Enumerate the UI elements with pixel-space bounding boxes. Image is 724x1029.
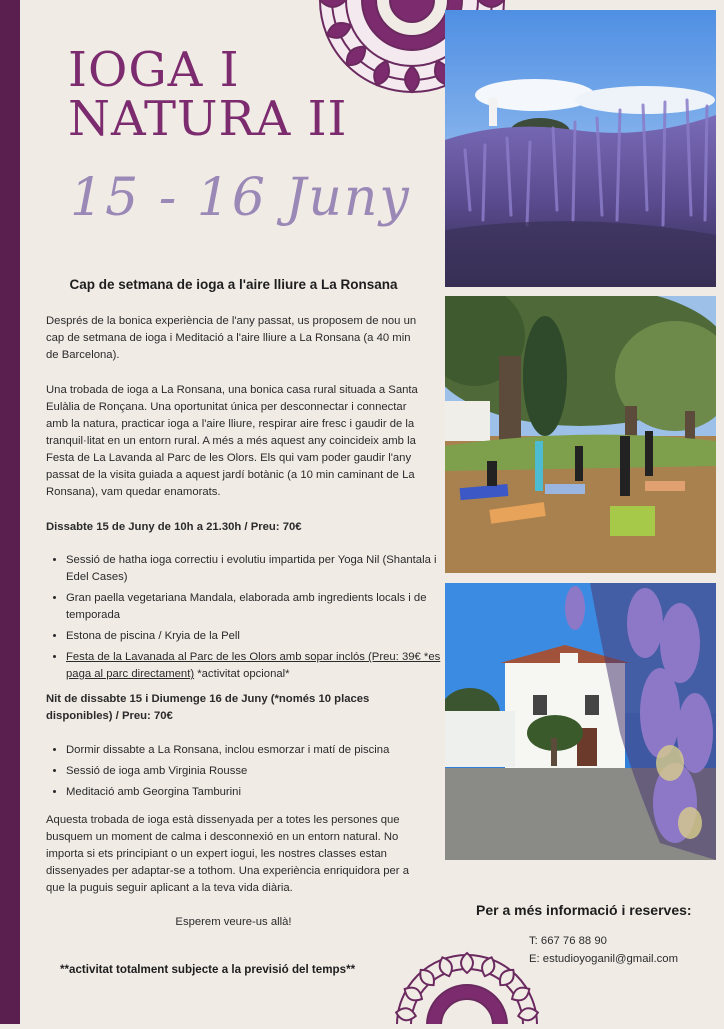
overnight-list (46, 742, 441, 805)
yoga-garden-photo (445, 296, 716, 573)
saturday-list (46, 552, 441, 687)
lavanda-festival-link[interactable]: Festa de la Lavanada al Parc de les Olors amb sopar inclós (Preu: 39€ *es paga al parc directament) (66, 651, 441, 680)
email-address[interactable]: E: estudioyoganil@gmail.com (529, 953, 678, 965)
event-title-line1: IOGA I (68, 42, 240, 98)
farewell-text: Esperem veure-us allà! (175, 916, 292, 928)
overnight-heading: Nit de dissabte 15 i Diumenge 16 de Juny (*només 10 places disponibles) / Preu: 70€ (46, 693, 370, 722)
list-item (66, 649, 441, 683)
list-item: • Estona de piscina / Kryia de la Pell (66, 628, 441, 645)
list-item: • Gran paella vegetariana Mandala, elaborada amb ingredients locals i de temporada (66, 590, 441, 624)
list-item: • Dormir dissabte a La Ronsana, inclou esmorzar i matí de piscina (66, 742, 441, 759)
farmhouse-wisteria-photo (445, 583, 716, 860)
left-color-bar (0, 0, 20, 1024)
closing-paragraph: Aquesta trobada de ioga està dissenyada per a totes les persones que busquem un moment de calma i desconnexió en un entorn natural. No importa si ets principiant o un expert iogui, les nostres classes estan dissenyades per adaptar-se a tothom. Una experiència enriquidora per a que la puguis seguir aplicant a la teva vida diària. (46, 814, 409, 894)
event-dates: 15 - 16 Juny (70, 168, 411, 228)
phone-number[interactable]: T: 667 76 88 90 (529, 935, 607, 947)
optional-note: *activitat opcional* (194, 668, 290, 680)
intro-paragraph: Després de la bonica experiència de l'any passat, us proposem de nou un cap de setmana de ioga i Meditació a l'aire lliure a La Ronsana (a 40 min de Barcelona). (46, 315, 417, 361)
list-item: • Sessió de hatha ioga correctiu i evolutiu impartida per Yoga Nil (Shantala i Edel Cases) (66, 552, 441, 586)
saturday-heading: Dissabte 15 de Juny de 10h a 21.30h / Preu: 70€ (46, 521, 302, 533)
list-item: • Sessió de ioga amb Virginia Rousse (66, 763, 441, 780)
mandala-ornament-bottom (392, 950, 542, 1029)
weather-disclaimer: **activitat totalment subjecte a la previsió del temps** (60, 963, 356, 976)
event-title-line2: NATURA II (68, 91, 348, 147)
list-item: • Meditació amb Georgina Tamburini (66, 784, 441, 801)
info-heading: Per a més informació i reserves: (476, 902, 692, 918)
lavender-field-photo (445, 10, 716, 287)
event-title (68, 42, 348, 147)
description-paragraph: Una trobada de ioga a La Ronsana, una bonica casa rural situada a Santa Eulàlia de Ronçana. Una oportunitat única per desconnectar i connectar amb la natura, practicar ioga a l'aire lliure, respirar aire fresc i gaudir de la tranquil·litat en un entorn rural. A més a més aquest any coincideix amb la Festa de La Lavanda al Parc de les Olors. Els qui vam poder gaudir l'any passat de la visita guiada a aquest jardí botànic (a 10 min caminant de La Ronsana), vam quedar enamorats. (46, 384, 418, 498)
event-subtitle: Cap de setmana de ioga a l'aire lliure a La Ronsana (69, 277, 398, 292)
